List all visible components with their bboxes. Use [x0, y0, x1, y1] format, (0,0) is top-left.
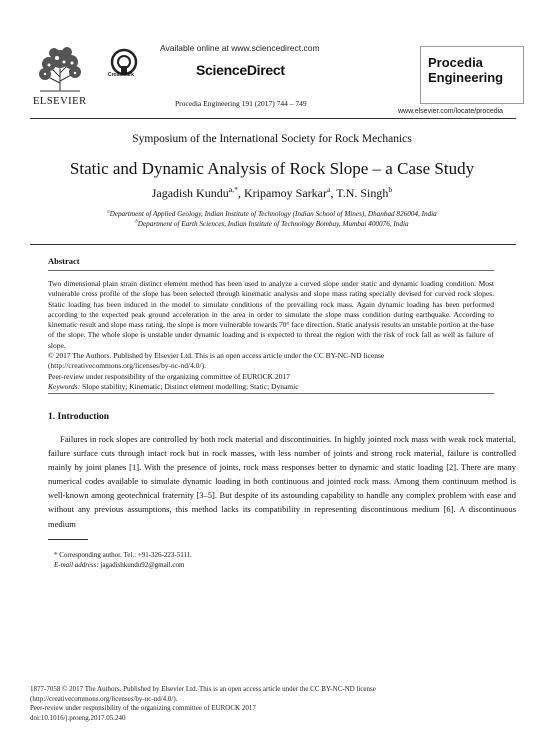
sciencedirect-logo: ScienceDirect: [196, 62, 285, 78]
section-heading: 1. Introduction: [48, 412, 110, 422]
available-online-text: Available online at www.sciencedirect.com: [160, 43, 320, 53]
author-name: T.N. Singh: [336, 186, 389, 200]
author-sup: a: [327, 185, 331, 194]
author-name: Kripamoy Sarkar: [244, 186, 327, 200]
author-name: Jagadish Kundu: [151, 186, 229, 200]
footnote: [54, 550, 192, 570]
introduction-text: Failures in rock slopes are controlled by both rock material and discontinuities. In highly jointed rock mass with weak rock material, failure surface cuts through intact rock but in rock masses, with less number of joints and strong rock material, failure is controlled mainly by joint planes [1]. With the presence of joints, rock mass responses better to dynamic and static loading [2]. There are many numerical codes available to simulate dynamic loading in both continuous and jointed rock mass. Among them continuum method is well-known among geotechnical fraternity [3–5]. But despite of its astounding capability to handle any complex problem with ease and without any previous assumptions, this method lacks its compatibility in representing discontinuous medium [6]. A discontinuous medium: [48, 434, 516, 529]
author-sup: b: [388, 185, 393, 194]
affiliation-sup: a: [107, 209, 110, 215]
abstract-top-rule: [30, 244, 516, 245]
affiliation: [0, 220, 544, 228]
footnote-corresponding: * Corresponding author. Tel.: +91-326-223-5111.: [54, 551, 192, 559]
abstract-bottom-rule: [48, 393, 494, 394]
abstract-peer-review: Peer-review under responsibility of the organizing committee of EUROCK 2017: [48, 371, 290, 381]
journal-name-line2: Engineering: [428, 70, 504, 85]
journal-citation: Procedia Engineering 191 (2017) 744 – 749: [175, 99, 307, 108]
author-sup: a,*: [228, 185, 239, 194]
footer-doi[interactable]: doi:10.1016/j.proeng.2017.05.240: [30, 713, 126, 722]
affiliation-text: Department of Earth Sciences, Indian Institute of Technology Bombay, Mumbai 400076, India: [137, 220, 409, 228]
abstract-heading: Abstract: [48, 256, 80, 266]
publisher-name: ELSEVIER: [33, 96, 87, 107]
abstract-body: [48, 279, 494, 392]
footer-copyright: 1877-7058 © 2017 The Authors. Published by Elsevier Ltd. This is an open access article under the CC BY-NC-ND license: [30, 685, 376, 693]
footer-license-link[interactable]: (http://creativecommons.org/licenses/by-nc-nd/4.0/).: [30, 694, 178, 703]
journal-name: [428, 55, 503, 85]
author-list: Jagadish Kundu$^{a,*}$, Kripamoy Sarkar$^a$, T.N. Singh$^b$: [151, 185, 393, 200]
symposium-name: Symposium of the International Society for Rock Mechanics: [132, 133, 412, 145]
footnote-rule: [48, 539, 88, 540]
affiliation-sup: b: [135, 219, 138, 225]
header-rule: [30, 118, 516, 119]
keywords-text: Slope stability; Kinematic; Distinct element modelling; Static; Dynamic: [82, 381, 299, 391]
abstract-text: Two dimensional plain strain distinct element method has been used to analyze a curved slope under static and dynamic loading condition. Most vulnerable cross profile of the slope has been selected through kinematic analysis and slope mass rating specially devised for curved rock slopes. Static loading has been induced in the model to simulate conditions of the prevailing rock mass. Again dynamic loading has been performed according to the expected peak ground acceleration in the area in order to simulate the slope mass condition during earthquake. According to kinematic result and slope mass rating, the slope is more vulnerable towards 70° face direction. Static analysis results an unstable portion at the base of the slope. The whole slope is unstable under dynamic loading and is expected to threat the region with the risk of rock fall as well as failure of slope.: [48, 279, 494, 350]
abstract-heading-rule: [48, 270, 494, 271]
paper-title: Static and Dynamic Analysis of Rock Slope – a Case Study: [69, 159, 475, 178]
footnote-email-label: E-mail address:: [54, 561, 99, 569]
license-link[interactable]: (http://creativecommons.org/licenses/by-nc-nd/4.0/).: [48, 361, 206, 371]
crossmark-label: CrossMark: [108, 72, 134, 78]
page-footer: [30, 685, 376, 723]
affiliation-text: Department of Applied Geology, Indian Institute of Technology (Indian School of Mines), Dhanbad 826004, India: [109, 210, 437, 218]
journal-name-line1: Procedia: [428, 55, 483, 70]
affiliation: [0, 210, 544, 218]
footnote-email[interactable]: jagadishkundu92@gmail.com: [100, 561, 185, 569]
journal-url[interactable]: www.elsevier.com/locate/procedia: [398, 108, 504, 115]
keywords-label: Keywords:: [48, 381, 81, 391]
abstract-copyright: © 2017 The Authors. Published by Elsevier Ltd. This is an open access article under the CC BY-NC-ND license: [48, 351, 385, 361]
footer-peer-review: Peer-review under responsibility of the organizing committee of EUROCK 2017: [30, 704, 256, 712]
